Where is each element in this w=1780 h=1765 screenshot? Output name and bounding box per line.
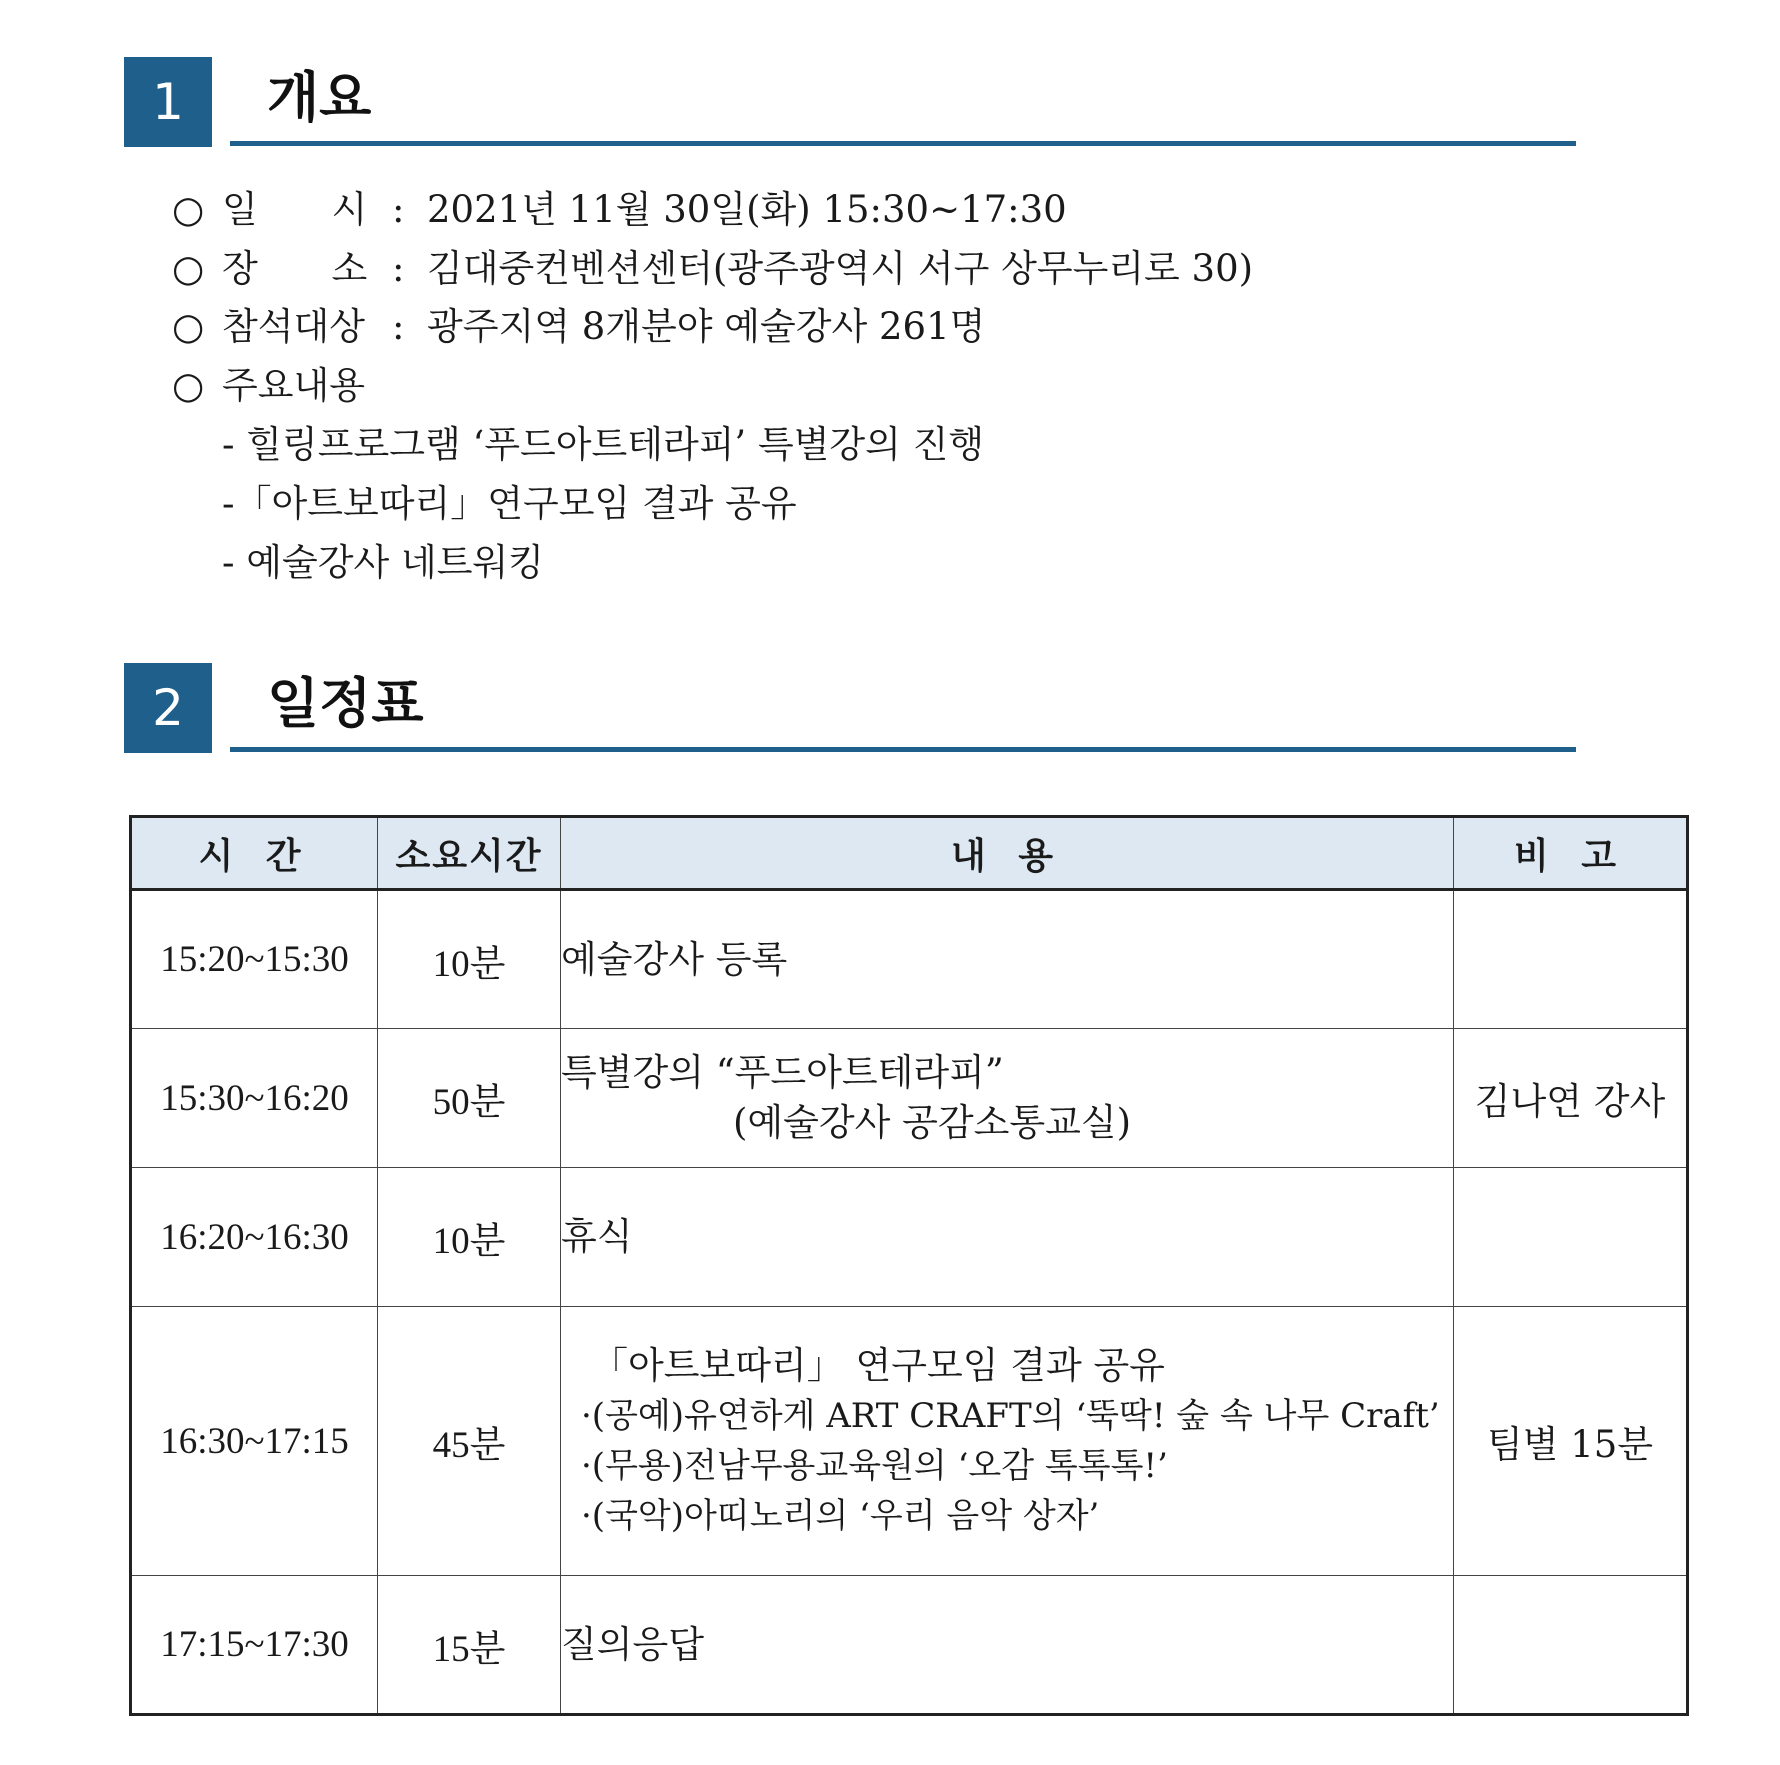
section-1-number: 1 — [124, 57, 212, 147]
overview-label: 일 시 — [222, 188, 368, 231]
overview-value: 광주지역 8개분야 예술강사 261명 — [427, 305, 986, 348]
overview-colon: : — [392, 305, 405, 348]
bullet-circle-icon: ○ — [172, 305, 205, 348]
row-content — [561, 1576, 1454, 1715]
row-note — [1454, 890, 1688, 1029]
table-row — [131, 890, 1688, 1029]
section-2-header — [124, 663, 1576, 753]
overview-sub-item: -「아트보따리」연구모임 결과 공유 — [222, 482, 797, 525]
row-duration: 50분 — [378, 1029, 561, 1168]
content-line: 예술강사 등록 — [561, 937, 788, 981]
row-content — [561, 1307, 1454, 1576]
section-1-title: 개요 — [267, 66, 372, 129]
bullet-circle-icon: ○ — [172, 188, 205, 231]
row-time: 15:30~16:20 — [131, 1029, 378, 1168]
overview-label: 참석대상 — [222, 305, 365, 348]
content-line: 「아트보따리」 연구모임 결과 공유 — [591, 1344, 1165, 1387]
overview-sub-item: - 예술강사 네트워킹 — [222, 541, 544, 584]
header-duration: 소요시간 — [378, 817, 561, 890]
content-line: ·(공예)유연하게 ART CRAFT의 ‘뚝딱! 숲 속 나무 Craft’ — [581, 1396, 1440, 1436]
header-note: 비 고 — [1454, 817, 1688, 890]
section-2-title: 일정표 — [267, 672, 424, 735]
row-content — [561, 1168, 1454, 1307]
table-row — [131, 1307, 1688, 1576]
row-time: 15:20~15:30 — [131, 890, 378, 1029]
table-row — [131, 1576, 1688, 1715]
content-line: 특별강의 “푸드아트테라피” — [561, 1051, 1004, 1094]
bullet-circle-icon: ○ — [172, 364, 205, 407]
row-content — [561, 890, 1454, 1029]
section-2-rule — [230, 747, 1576, 752]
content-line: (예술강사 공감소통교실) — [733, 1101, 1132, 1144]
table-row — [131, 1029, 1688, 1168]
overview-value: 2021년 11월 30일(화) 15:30~17:30 — [427, 188, 1067, 231]
row-duration: 15분 — [378, 1576, 561, 1715]
content-line: 휴식 — [561, 1215, 633, 1258]
overview-value: 김대중컨벤션센터(광주광역시 서구 상무누리로 30) — [427, 247, 1254, 290]
row-duration: 10분 — [378, 1168, 561, 1307]
row-duration: 10분 — [378, 890, 561, 1029]
row-duration: 45분 — [378, 1307, 561, 1576]
row-time: 17:15~17:30 — [131, 1576, 378, 1715]
bullet-circle-icon: ○ — [172, 247, 205, 290]
row-note — [1454, 1576, 1688, 1715]
section-1-rule — [230, 141, 1576, 146]
overview-sub-item: - 힐링프로그램 ‘푸드아트테라피’ 특별강의 진행 — [222, 423, 985, 466]
header-time: 시 간 — [131, 817, 378, 890]
section-1-header — [124, 57, 1576, 147]
header-content: 내 용 — [561, 817, 1454, 890]
overview-label: 장 소 — [222, 247, 368, 290]
overview-colon: : — [392, 247, 405, 290]
row-time: 16:30~17:15 — [131, 1307, 378, 1576]
row-time: 16:20~16:30 — [131, 1168, 378, 1307]
row-note: 김나연 강사 — [1454, 1029, 1688, 1168]
row-note: 팀별 15분 — [1454, 1307, 1688, 1576]
content-line: 질의응답 — [561, 1622, 704, 1666]
content-line: ·(국악)아띠노리의 ‘우리 음악 상자’ — [581, 1496, 1100, 1536]
table-header-row — [131, 817, 1688, 890]
schedule-table — [129, 815, 1689, 1716]
row-note — [1454, 1168, 1688, 1307]
content-line: ·(무용)전남무용교육원의 ‘오감 톡톡톡!’ — [581, 1446, 1168, 1486]
overview-colon: : — [392, 188, 405, 231]
table-row — [131, 1168, 1688, 1307]
section-2-number: 2 — [124, 663, 212, 753]
row-content — [561, 1029, 1454, 1168]
overview-label: 주요내용 — [222, 364, 365, 407]
